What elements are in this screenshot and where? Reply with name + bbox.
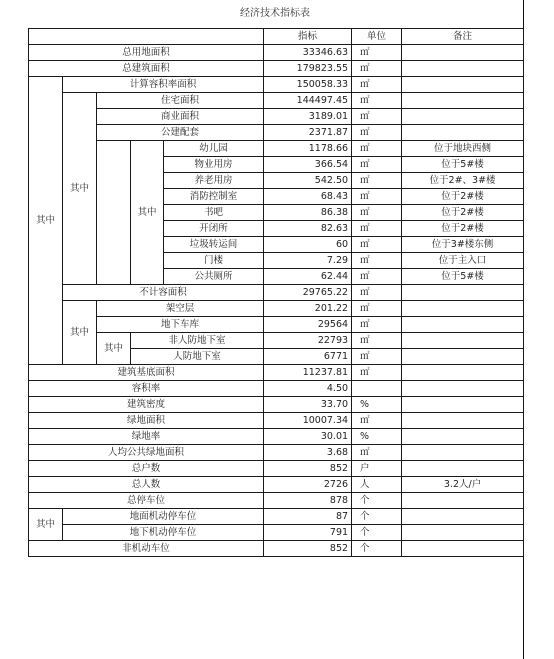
row-label: 人防地下室 (131, 349, 264, 365)
row-value: 87 (264, 509, 352, 525)
row-label: 绿地率 (29, 429, 264, 445)
row-unit: ㎡ (352, 125, 402, 141)
table-row (29, 429, 524, 445)
row-label: 门楼 (164, 253, 264, 269)
row-note: 位于3#楼东侧 (402, 237, 524, 253)
row-label: 非机动车位 (29, 541, 264, 557)
row-unit: 个 (352, 525, 402, 541)
table-row (29, 477, 524, 493)
row-value: 1178.66 (264, 141, 352, 157)
row-value: 10007.34 (264, 413, 352, 429)
row-unit: ㎡ (352, 333, 402, 349)
header-unit: 单位 (352, 29, 402, 45)
row-value: 60 (264, 237, 352, 253)
table-row (29, 285, 524, 301)
row-value: 144497.45 (264, 93, 352, 109)
row-value: 366.54 (264, 157, 352, 173)
row-label: 物业用房 (164, 157, 264, 173)
row-value: 878 (264, 493, 352, 509)
table-row (29, 397, 524, 413)
row-label: 地面机动停车位 (63, 509, 264, 525)
row-label: 地下机动停车位 (63, 525, 264, 541)
row-value: 7.29 (264, 253, 352, 269)
table-row (29, 509, 524, 525)
group-label-qizhong-public: 其中 (131, 141, 164, 285)
row-unit: % (352, 429, 402, 445)
row-value: 68.43 (264, 189, 352, 205)
blank-cell (97, 141, 131, 285)
group-label-qizhong-nonfar: 其中 (63, 301, 97, 365)
row-note (402, 365, 524, 381)
row-note (402, 125, 524, 141)
row-value: 2726 (264, 477, 352, 493)
row-note (402, 93, 524, 109)
row-note (402, 109, 524, 125)
row-note (402, 397, 524, 413)
table-row (29, 381, 524, 397)
row-value: 150058.33 (264, 77, 352, 93)
row-unit: ㎡ (352, 349, 402, 365)
row-value: 2371.87 (264, 125, 352, 141)
row-note (402, 333, 524, 349)
table-row (29, 317, 524, 333)
row-value: 30.01 (264, 429, 352, 445)
row-label: 总用地面积 (29, 45, 264, 61)
row-note: 位于2#楼 (402, 205, 524, 221)
row-unit: 个 (352, 493, 402, 509)
row-unit: ㎡ (352, 285, 402, 301)
row-label: 计算容积率面积 (63, 77, 264, 93)
header-value: 指标 (264, 29, 352, 45)
table-row (29, 61, 524, 77)
row-unit: ㎡ (352, 109, 402, 125)
row-unit (352, 381, 402, 397)
table-row (29, 141, 524, 157)
header-row (29, 29, 524, 45)
row-label: 书吧 (164, 205, 264, 221)
row-note (402, 61, 524, 77)
table-row (29, 93, 524, 109)
row-note: 位于2#楼 (402, 221, 524, 237)
row-unit: ㎡ (352, 269, 402, 285)
row-note: 位于主入口 (402, 253, 524, 269)
row-value: 62.44 (264, 269, 352, 285)
row-note: 位于2#楼 (402, 189, 524, 205)
row-label: 地下车库 (97, 317, 264, 333)
indicator-table (28, 28, 524, 557)
row-label: 非人防地下室 (131, 333, 264, 349)
row-unit: ㎡ (352, 205, 402, 221)
row-note: 位于2#、3#楼 (402, 173, 524, 189)
row-note (402, 349, 524, 365)
row-label: 人均公共绿地面积 (29, 445, 264, 461)
group-label-qizhong-far: 其中 (63, 93, 97, 285)
row-note (402, 493, 524, 509)
table-row (29, 301, 524, 317)
row-unit: ㎡ (352, 61, 402, 77)
row-note (402, 525, 524, 541)
row-value: 82.63 (264, 221, 352, 237)
row-label: 养老用房 (164, 173, 264, 189)
row-label: 消防控制室 (164, 189, 264, 205)
row-value: 3.68 (264, 445, 352, 461)
row-value: 29765.22 (264, 285, 352, 301)
row-label: 住宅面积 (97, 93, 264, 109)
row-value: 852 (264, 541, 352, 557)
row-note (402, 381, 524, 397)
row-unit: ㎡ (352, 77, 402, 93)
row-label: 总户数 (29, 461, 264, 477)
table-row (29, 333, 524, 349)
row-label: 公共厕所 (164, 269, 264, 285)
row-label: 建筑密度 (29, 397, 264, 413)
row-note: 3.2人/户 (402, 477, 524, 493)
table-row (29, 541, 524, 557)
table-row (29, 493, 524, 509)
table-title: 经济技术指标表 (240, 8, 310, 19)
table-row (29, 365, 524, 381)
row-value: 29564 (264, 317, 352, 333)
row-label: 垃圾转运间 (164, 237, 264, 253)
row-value: 542.50 (264, 173, 352, 189)
row-unit: 户 (352, 461, 402, 477)
row-label: 不计容面积 (63, 285, 264, 301)
row-value: 201.22 (264, 301, 352, 317)
row-value: 11237.81 (264, 365, 352, 381)
table-row (29, 45, 524, 61)
row-unit: ㎡ (352, 301, 402, 317)
row-unit: ㎡ (352, 237, 402, 253)
row-value: 791 (264, 525, 352, 541)
row-note (402, 77, 524, 93)
group-label-qizhong-parking: 其中 (29, 509, 63, 541)
row-unit: ㎡ (352, 413, 402, 429)
group-label-qizhong-outer: 其中 (29, 77, 63, 365)
row-unit: ㎡ (352, 221, 402, 237)
row-note (402, 285, 524, 301)
row-value: 852 (264, 461, 352, 477)
row-label: 开闭所 (164, 221, 264, 237)
row-note (402, 429, 524, 445)
row-note (402, 413, 524, 429)
row-unit: ㎡ (352, 317, 402, 333)
header-note: 备注 (402, 29, 524, 45)
row-note (402, 509, 524, 525)
row-unit: 人 (352, 477, 402, 493)
row-label: 商业面积 (97, 109, 264, 125)
row-label: 建筑基底面积 (29, 365, 264, 381)
row-unit: ㎡ (352, 445, 402, 461)
row-unit: ㎡ (352, 93, 402, 109)
row-note: 位于5#楼 (402, 269, 524, 285)
row-note: 位于5#楼 (402, 157, 524, 173)
row-label: 总停车位 (29, 493, 264, 509)
row-unit: ㎡ (352, 189, 402, 205)
row-value: 6771 (264, 349, 352, 365)
row-note (402, 445, 524, 461)
row-note (402, 461, 524, 477)
table-row (29, 525, 524, 541)
row-unit: % (352, 397, 402, 413)
row-unit: 个 (352, 541, 402, 557)
table-row (29, 461, 524, 477)
row-label: 公建配套 (97, 125, 264, 141)
row-note (402, 317, 524, 333)
row-value: 33.70 (264, 397, 352, 413)
row-unit: ㎡ (352, 365, 402, 381)
row-label: 架空层 (97, 301, 264, 317)
row-note (402, 45, 524, 61)
row-note: 位于地块西侧 (402, 141, 524, 157)
row-unit: ㎡ (352, 253, 402, 269)
group-label-qizhong-garage: 其中 (97, 333, 131, 365)
row-label: 幼儿园 (164, 141, 264, 157)
row-value: 3189.01 (264, 109, 352, 125)
row-label: 容积率 (29, 381, 264, 397)
row-label: 绿地面积 (29, 413, 264, 429)
row-value: 33346.63 (264, 45, 352, 61)
table-row (29, 77, 524, 93)
row-label: 总建筑面积 (29, 61, 264, 77)
row-unit: ㎡ (352, 173, 402, 189)
table-row (29, 413, 524, 429)
table-row (29, 125, 524, 141)
row-unit: ㎡ (352, 45, 402, 61)
row-value: 4.50 (264, 381, 352, 397)
row-unit: ㎡ (352, 157, 402, 173)
row-value: 22793 (264, 333, 352, 349)
row-value: 86.38 (264, 205, 352, 221)
row-unit: 个 (352, 509, 402, 525)
table-row (29, 445, 524, 461)
table-row (29, 109, 524, 125)
row-unit: ㎡ (352, 141, 402, 157)
row-label: 总人数 (29, 477, 264, 493)
header-item (29, 29, 264, 45)
row-note (402, 301, 524, 317)
row-value: 179823.55 (264, 61, 352, 77)
row-note (402, 541, 524, 557)
